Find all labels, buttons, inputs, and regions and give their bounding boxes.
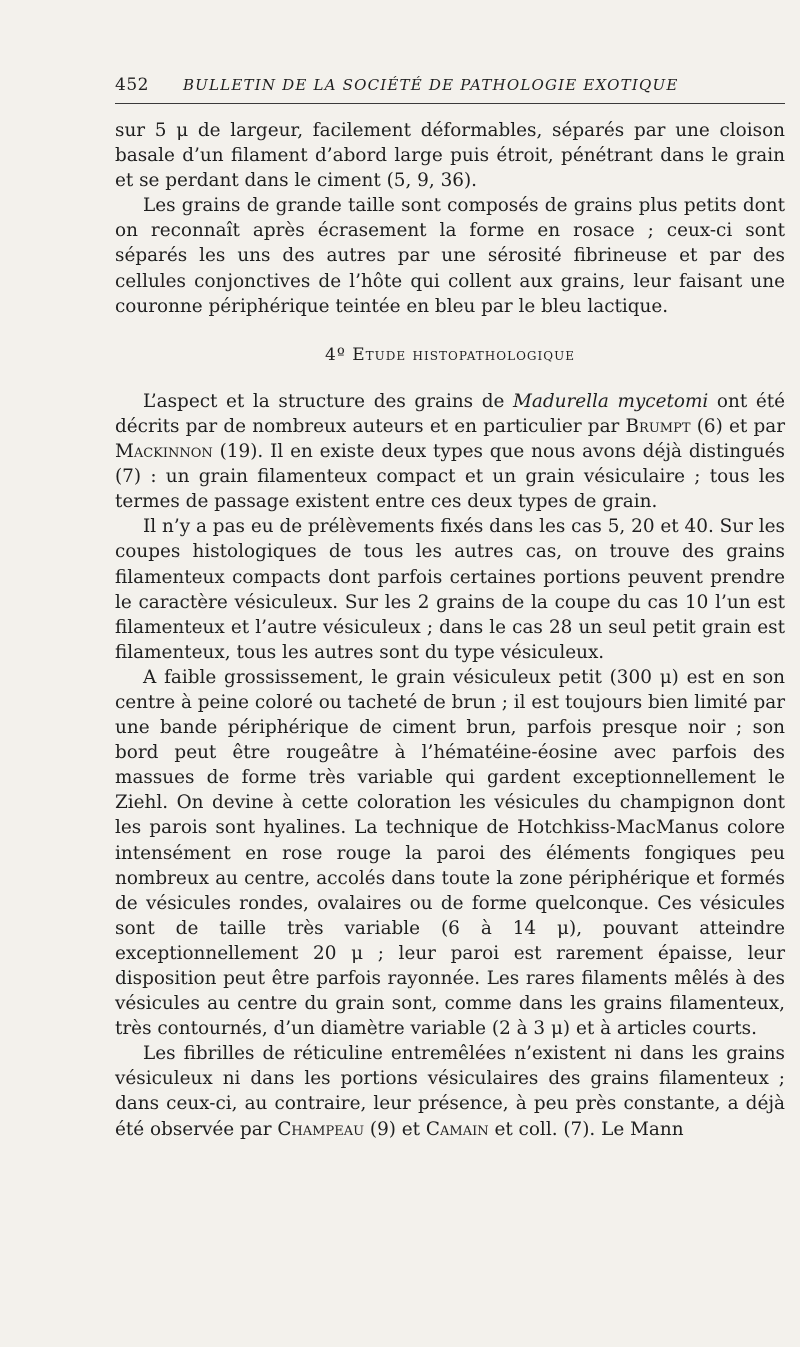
author-champeau: Champeau [277,1118,365,1140]
running-header [115,75,785,104]
p6-text-c: et coll. (7). Le Mann [488,1118,684,1140]
author-mackinnon: Mackinnon [115,441,213,463]
paragraph-5: A faible grossissement, le grain vésiculeux petit (300 μ) est en son centre à peine coloré ou tacheté de brun ; il est toujours bien limité par une bande périphérique de ciment brun, parfois presque noir ; son bord peut être rougeâtre à l’hématéine-éosine avec parfois des massues de forme très variable qui gardent exceptionnellement le Ziehl. On devine à cette coloration les vésicules du champignon dont les parois sont hyalines. La technique de Hotchkiss-MacManus colore intensément en rose rouge la paroi des éléments fongiques peu nombreux au centre, accolés dans toute la zone périphérique et formés de vésicules rondes, ovalaires ou de forme quelconque. Ces vésicules sont de taille très variable (6 à 14 μ), pouvant atteindre exceptionnellement 20 μ ; leur paroi est rarement épaisse, leur disposition peut être parfois rayonnée. Les rares filaments mêlés à des vésicules au centre du grain sont, comme dans les grains filamenteux, très contournés, d’un diamètre variable (2 à 3 μ) et à articles courts. [115,666,785,1040]
author-brumpt: Brumpt [625,415,691,437]
paragraph-2: Les grains de grande taille sont composés de grains plus petits dont on reconnaît après écrasement la forme en rosace ; ceux-ci sont séparés les uns des autres par une sérosité fibrineuse et par des cellules conjonctives de l’hôte qui collent aux grains, leur faisant une couronne périphérique teintée en bleu par le bleu lactique. [115,195,785,317]
paragraph-6 [115,1041,785,1141]
species-name: Madurella mycetomi [513,390,709,412]
p6-text-b: (9) et [364,1118,426,1140]
paragraph-1: sur 5 μ de largeur, facilement déformables, séparés par une cloison basale d’un filament d’abord large puis étroit, pénétrant dans le grain et se perdant dans le ciment (5, 9, 36). [115,120,785,192]
p6-text-a: Les fibrilles de réticuline entremêlées n’existent ni dans les grains vésiculeux ni dans les portions vésiculaires des grains filamenteux ; dans ceux-ci, au contraire, leur présence, à peu près constante, a déjà été observée par [115,1043,785,1140]
p3-text-a: L’aspect et la structure des grains de [143,390,514,412]
paragraph-4: Il n’y a pas eu de prélèvements fixés dans les cas 5, 20 et 40. Sur les coupes histologiques de tous les autres cas, on trouve des grains filamenteux compacts dont parfois certaines portions peuvent prendre le caractère vésiculeux. Sur les 2 grains de la coupe du cas 10 l’un est filamenteux et l’autre vésiculeux ; dans le cas 28 un seul petit grain est filamenteux, tous les autres sont du type vésiculeux. [115,516,785,663]
author-camain: Camain [425,1118,489,1140]
p3-text-d: (19). Il en existe deux types que nous avons déjà distingués (7) : un grain filamenteux compact et un grain vésiculaire ; tous les termes de passage existent entre ces deux types de grain. [115,441,785,513]
p3-text-c: (6) et par [690,415,786,437]
journal-title: BULLETIN DE LA SOCIÉTÉ DE PATHOLOGIE EXOTIQUE [182,76,679,94]
page-number: 452 [115,75,149,95]
article-body [115,118,785,1142]
paragraph-3 [115,389,785,514]
section-heading: 4º Etude histopathologique [325,344,575,365]
document-page [115,75,785,1142]
p3-text-b: ont été décrits par de nombreux auteurs et en particulier par [115,390,785,437]
